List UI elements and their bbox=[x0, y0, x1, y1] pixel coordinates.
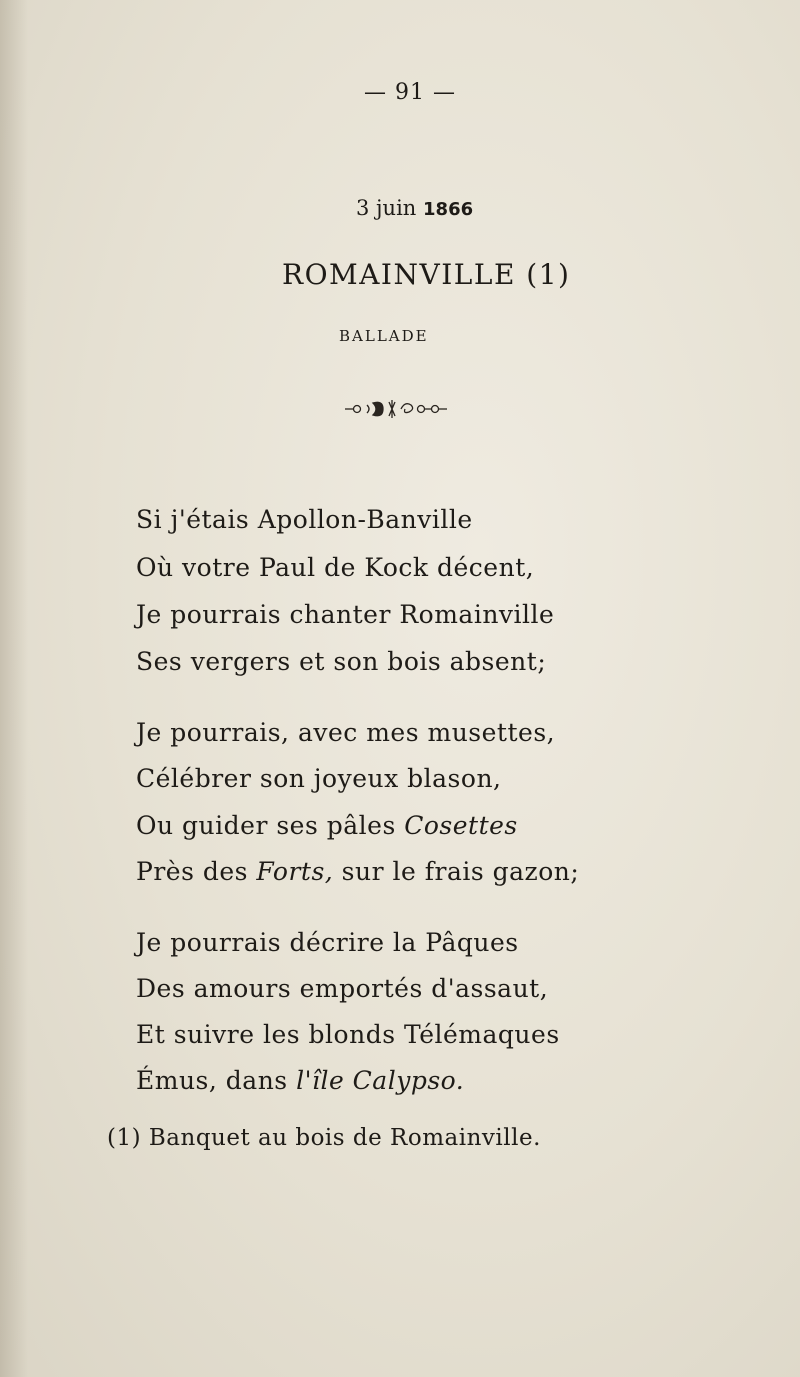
poem-title: ROMAINVILLE (1) bbox=[282, 258, 571, 291]
date-day-month: 3 juin bbox=[356, 196, 417, 220]
verse-line: Je pourrais décrire la Pâques bbox=[136, 928, 519, 957]
ornamental-divider-icon bbox=[343, 396, 483, 422]
verse-italic-text: l'île Calypso. bbox=[296, 1066, 465, 1095]
verse-italic-text: Forts, bbox=[256, 857, 334, 886]
verse-line: Où votre Paul de Kock décent, bbox=[136, 553, 535, 582]
verse-line bbox=[136, 1066, 464, 1095]
poem-subtitle: BALLADE bbox=[339, 327, 429, 345]
verse-line: Si j'étais Apollon-Banville bbox=[136, 505, 473, 534]
footnote: (1) Banquet au bois de Romainville. bbox=[107, 1125, 541, 1151]
verse-text: Ou guider ses pâles bbox=[136, 811, 405, 840]
verse-line: Célébrer son joyeux blason, bbox=[136, 764, 502, 793]
date-line bbox=[356, 196, 473, 220]
verse-text: sur le frais gazon; bbox=[333, 857, 580, 886]
date-year: 1866 bbox=[423, 199, 474, 220]
page-number: — 91 — bbox=[364, 80, 456, 105]
page-gutter-shadow bbox=[0, 0, 28, 1377]
verse-line: Ses vergers et son bois absent; bbox=[136, 647, 547, 676]
verse-text: Émus, dans bbox=[136, 1066, 297, 1095]
verse-line: Je pourrais chanter Romainville bbox=[136, 600, 555, 629]
verse-line bbox=[136, 811, 518, 840]
verse-line: Je pourrais, avec mes musettes, bbox=[136, 718, 556, 747]
verse-line bbox=[136, 857, 579, 886]
verse-line: Des amours emportés d'assaut, bbox=[136, 974, 549, 1003]
verse-text: Près des bbox=[136, 857, 257, 886]
verse-line: Et suivre les blonds Télémaques bbox=[136, 1020, 560, 1049]
verse-italic-text: Cosettes bbox=[404, 811, 518, 840]
